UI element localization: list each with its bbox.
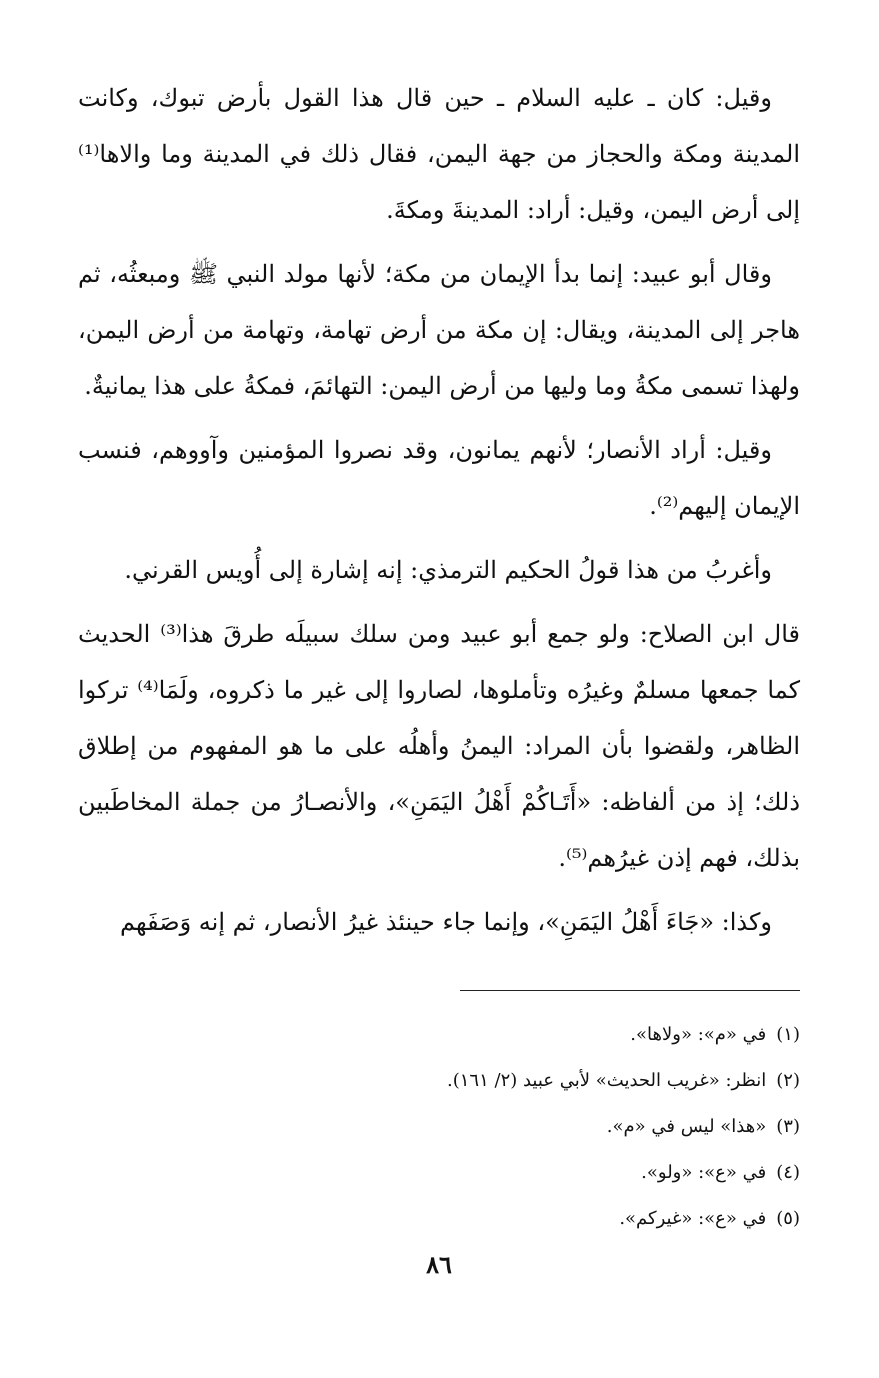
- paragraph: وقيل: أراد الأنصار؛ لأنهم يمانون، وقد نصروا المؤمنين وآووهم، فنسب الإيمان إليهم⁽²⁾.: [78, 436, 800, 520]
- footnote: [78, 1012, 800, 1058]
- footnote: [78, 1058, 800, 1104]
- paragraph: وقال أبو عبيد: إنما بدأ الإيمان من مكة؛ لأنها مولد النبي ﷺ ومبعثُه، ثم هاجر إلى المدينة، ويقال: إن مكة من أرض تهامة، وتهامة من أرض اليمن، ولهذا تسمى مكةُ وما وليها من أرض اليمن: التهائمَ، فمكةُ على هذا يمانيةٌ.: [78, 260, 800, 400]
- paragraph: وكذا: «جَاءَ أَهْلُ اليَمَنِ»، وإنما جاء حينئذ غيرُ الأنصار، ثم إنه وَصَفَهم: [120, 908, 772, 936]
- footnote-divider: [460, 990, 800, 991]
- footnote-number: (٤): [776, 1162, 800, 1183]
- footnote-number: (١): [776, 1024, 800, 1045]
- footnote: [78, 1196, 800, 1242]
- footnote-text: «هذا» ليس في «م».: [606, 1116, 767, 1137]
- paragraph: وقيل: كان ـ عليه السلام ـ حين قال هذا القول بأرض تبوك، وكانت المدينة ومكة والحجاز من جهة اليمن، فقال ذلك في المدينة وما والاها⁽¹⁾ إلى أرض اليمن، وقيل: أراد: المدينةَ ومكةَ.: [78, 84, 800, 224]
- paragraph: قال ابن الصلاح: ولو جمع أبو عبيد ومن سلك سبيلَه طرقَ هذا⁽³⁾ الحديث كما جمعها مسلمٌ وغيرُه وتأملوها، لصاروا إلى غير ما ذكروه، ولَمَا⁽⁴⁾ تركوا الظاهر، ولقضوا بأن المراد: اليمنُ وأهلُه على ما هو المفهوم من إطلاق ذلك؛ إذ من ألفاظه: «أَتَـاكُمْ أَهْلُ اليَمَنِ»، والأنصـارُ من جملة المخاطَبين بذلك، فهم إذن غيرُهم⁽⁵⁾.: [78, 620, 801, 872]
- paragraph: وأغربُ من هذا قولُ الحكيم الترمذي: إنه إشارة إلى أُويس القرني.: [124, 556, 772, 584]
- footnote-text: في «م»: «ولاها».: [630, 1024, 767, 1045]
- footnote-text: في «ع»: «غيركم».: [619, 1208, 767, 1229]
- footnote-number: (٢): [776, 1070, 800, 1091]
- footnote-number: (٥): [776, 1208, 800, 1229]
- footnote-number: (٣): [776, 1116, 800, 1137]
- footnote: [78, 1104, 800, 1150]
- book-page: [78, 70, 800, 1340]
- main-text: [78, 70, 800, 950]
- footnotes: [78, 1012, 800, 1242]
- page-number: ٨٦: [426, 1250, 452, 1279]
- footnote: [78, 1150, 800, 1196]
- footnote-text: في «ع»: «ولو».: [641, 1162, 767, 1183]
- footnote-text: انظر: «غريب الحديث» لأبي عبيد (٢/ ١٦١).: [447, 1070, 767, 1091]
